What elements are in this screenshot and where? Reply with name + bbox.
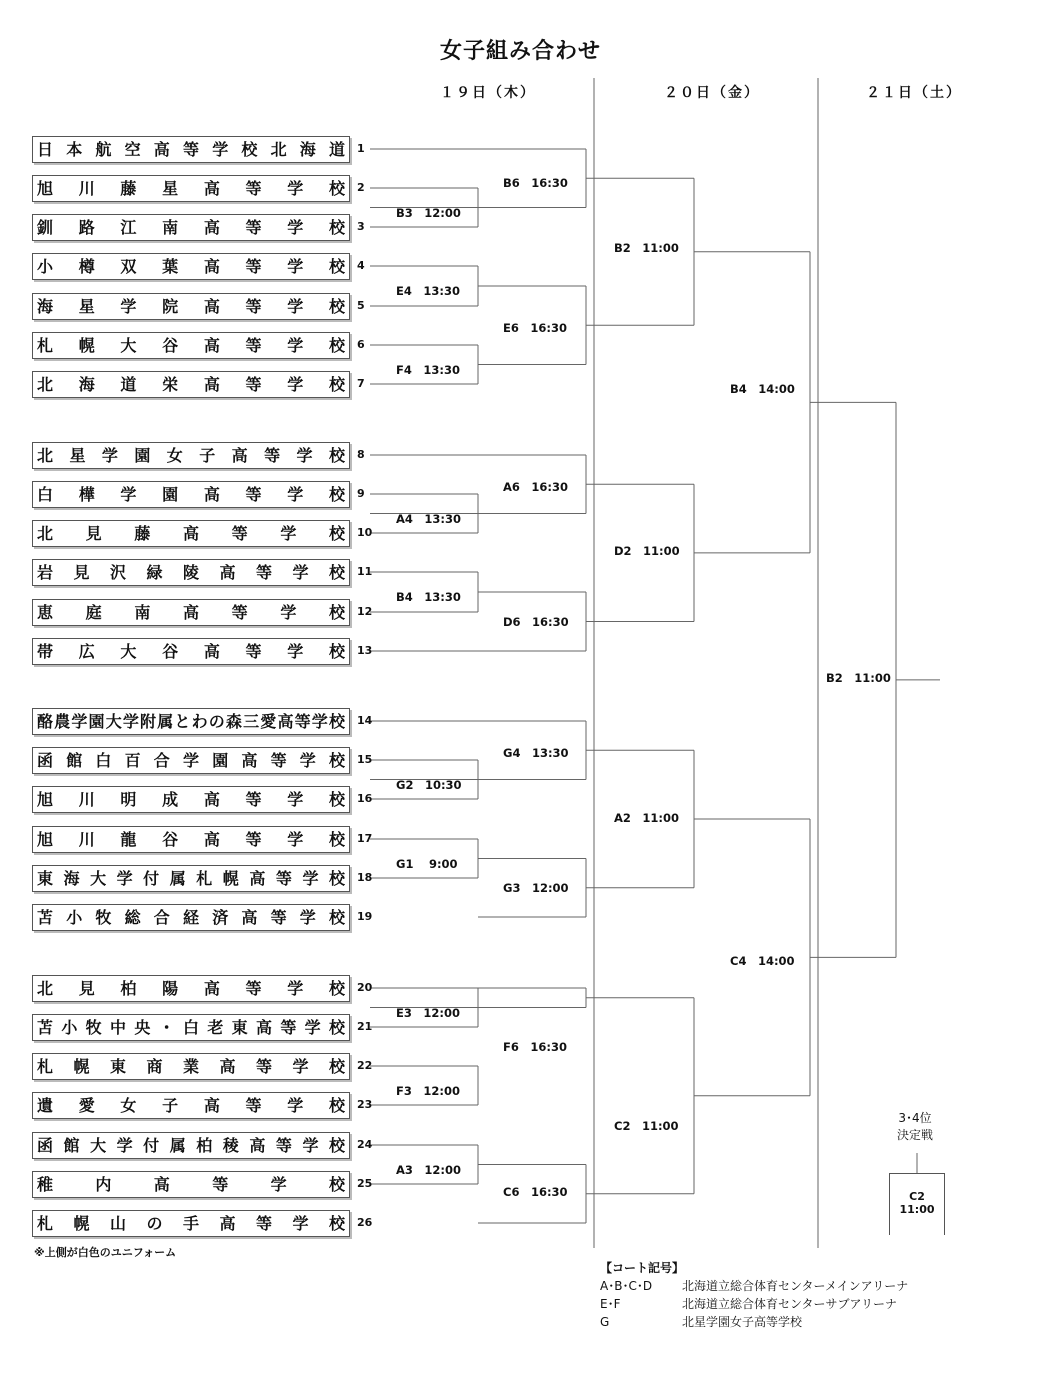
match-label: B6 16:30 <box>503 176 568 190</box>
match-label: B4 14:00 <box>730 382 795 396</box>
legend-header: 【コート記号】 <box>600 1261 685 1275</box>
legend-row <box>600 1295 908 1313</box>
team-name: 札幌大谷高等学校 <box>32 332 350 359</box>
team-name: 日本航空高等学校北海道 <box>32 136 350 163</box>
seed-number: 4 <box>357 259 365 272</box>
seed-number: 26 <box>357 1216 373 1229</box>
seed-number: 15 <box>357 753 373 766</box>
match-label: G1 9:00 <box>396 856 458 871</box>
team-name: 函館大学付属柏稜高等学校 <box>32 1132 350 1159</box>
match-label: B4 13:30 <box>396 590 461 604</box>
match-label: F4 13:30 <box>396 362 460 377</box>
seed-number: 10 <box>357 526 373 539</box>
match-label: A2 11:00 <box>614 811 680 825</box>
team-name: 苫小牧中央・白老東高等学校 <box>32 1014 350 1041</box>
third-place-court: C2 <box>909 1190 925 1203</box>
court-legend <box>600 1259 908 1331</box>
match-label: B2 11:00 <box>826 671 891 685</box>
team-name: 釧路江南高等学校 <box>32 214 350 241</box>
legend-key: E･F <box>600 1297 621 1311</box>
seed-number: 21 <box>357 1020 373 1033</box>
match-label: D6 16:30 <box>503 615 569 629</box>
match-label: A3 12:00 <box>396 1162 462 1177</box>
match-label: E4 13:30 <box>396 284 460 298</box>
match-label: E3 12:00 <box>396 1005 460 1020</box>
team-name: 東海大学付属札幌高等学校 <box>32 865 350 892</box>
match-label: F6 16:30 <box>503 1040 567 1054</box>
team-name: 酪農学園大学附属とわの森三愛高等学校 <box>32 708 350 735</box>
match-label: F3 12:00 <box>396 1083 460 1098</box>
team-name: 北海道栄高等学校 <box>32 371 350 398</box>
seed-number: 23 <box>357 1098 373 1111</box>
team-name: 苫小牧総合経済高等学校 <box>32 904 350 931</box>
seed-number: 11 <box>357 565 373 578</box>
match-label: B2 11:00 <box>614 241 679 255</box>
uniform-note: ※上側が白色のユニフォーム <box>34 1246 177 1259</box>
third-place-match <box>889 1173 945 1235</box>
seed-number: 20 <box>357 981 373 994</box>
seed-number: 1 <box>357 142 365 155</box>
team-name: 旭川龍谷高等学校 <box>32 826 350 853</box>
team-name: 札幌東商業高等学校 <box>32 1053 350 1080</box>
legend-row <box>600 1313 908 1331</box>
page-title: 女子組み合わせ <box>439 39 601 64</box>
seed-number: 5 <box>357 299 365 312</box>
legend-value: 北海道立総合体育センターメインアリーナ <box>682 1279 909 1293</box>
match-label: D2 11:00 <box>614 544 680 558</box>
day-header-21: ２１日（土） <box>866 85 962 101</box>
seed-number: 9 <box>357 487 365 500</box>
team-name: 北見藤高等学校 <box>32 520 350 547</box>
legend-key: A･B･C･D <box>600 1279 653 1293</box>
seed-number: 7 <box>357 377 365 390</box>
match-label: C2 11:00 <box>614 1119 679 1133</box>
seed-number: 22 <box>357 1059 373 1072</box>
match-label: G4 13:30 <box>503 746 569 760</box>
seed-number: 12 <box>357 605 373 618</box>
team-name: 稚内高等学校 <box>32 1171 350 1198</box>
day-header-20: ２０日（金） <box>664 85 760 101</box>
team-name: 小樽双葉高等学校 <box>32 253 350 280</box>
team-name: 札幌山の手高等学校 <box>32 1210 350 1237</box>
day-header-19: １９日（木） <box>440 85 536 101</box>
match-label: G2 10:30 <box>396 777 462 792</box>
match-label: A4 13:30 <box>396 511 462 526</box>
seed-number: 18 <box>357 871 373 884</box>
third-place-label-line: 決定戦 <box>896 1128 933 1142</box>
team-name: 旭川明成高等学校 <box>32 786 350 813</box>
seed-number: 19 <box>357 910 373 923</box>
team-name: 恵庭南高等学校 <box>32 599 350 626</box>
team-name: 北星学園女子高等学校 <box>32 442 350 469</box>
team-name: 岩見沢緑陵高等学校 <box>32 559 350 586</box>
match-label: B3 12:00 <box>396 205 461 220</box>
match-label: G3 12:00 <box>503 881 569 895</box>
match-label: C4 14:00 <box>730 954 795 968</box>
team-name: 遺愛女子高等学校 <box>32 1092 350 1119</box>
team-name: 旭川藤星高等学校 <box>32 175 350 202</box>
team-name: 北見柏陽高等学校 <box>32 975 350 1002</box>
seed-number: 16 <box>357 792 373 805</box>
seed-number: 2 <box>357 181 365 194</box>
seed-number: 13 <box>357 644 373 657</box>
seed-number: 24 <box>357 1138 373 1151</box>
match-label: A6 16:30 <box>503 480 569 494</box>
legend-key: G <box>600 1315 610 1329</box>
team-name: 海星学院高等学校 <box>32 293 350 320</box>
team-name: 帯広大谷高等学校 <box>32 638 350 665</box>
third-place-label-line: 3･4位 <box>898 1111 932 1125</box>
legend-value: 北海道立総合体育センターサブアリーナ <box>682 1297 898 1311</box>
seed-number: 14 <box>357 714 373 727</box>
third-place-label <box>880 1110 950 1144</box>
third-place-time: 11:00 <box>899 1203 935 1216</box>
seed-number: 8 <box>357 448 365 461</box>
seed-number: 25 <box>357 1177 373 1190</box>
team-name: 函館白百合学園高等学校 <box>32 747 350 774</box>
seed-number: 17 <box>357 832 373 845</box>
seed-number: 3 <box>357 220 365 233</box>
seed-number: 6 <box>357 338 365 351</box>
team-name: 白樺学園高等学校 <box>32 481 350 508</box>
match-label: E6 16:30 <box>503 321 567 335</box>
match-label: C6 16:30 <box>503 1185 568 1199</box>
legend-value: 北星学園女子高等学校 <box>682 1315 803 1329</box>
legend-row <box>600 1277 908 1295</box>
